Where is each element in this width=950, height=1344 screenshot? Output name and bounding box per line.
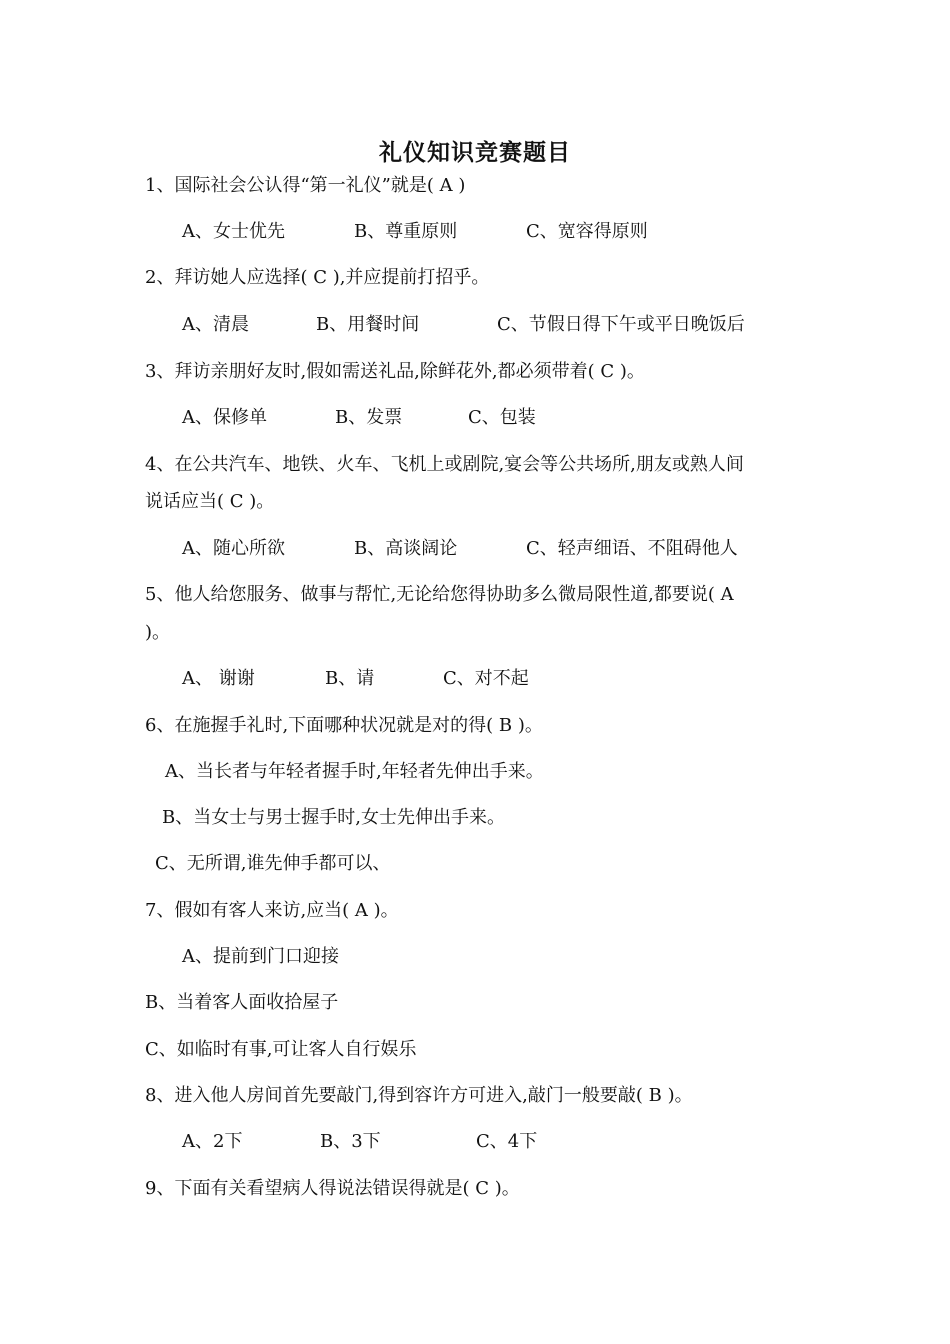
q3-option-c: C、包装 [468,407,536,428]
q2-option-b: B、用餐时间 [316,314,420,335]
q8-option-b: B、3下 [320,1131,381,1152]
q3-option-b: B、发票 [335,407,403,428]
q7-option-c: C、如临时有事,可让客人自行娱乐 [145,1039,417,1060]
question-1: 1、国际社会公认得“第一礼仪”就是( A ) [145,175,466,196]
q3-option-a: A、保修单 [182,407,267,428]
q5-option-a: A、 谢谢 [182,668,255,689]
q5-option-b: B、请 [325,668,375,689]
q6-option-b: B、当女士与男士握手时,女士先伸出手来。 [162,807,505,828]
page-title: 礼仪知识竞赛题目 [379,140,571,166]
question-5-line-2: )。 [145,622,171,643]
q8-option-a: A、2下 [182,1131,243,1152]
q7-option-b: B、当着客人面收拾屋子 [145,992,339,1013]
q1-option-a: A、女士优先 [182,221,285,242]
question-8: 8、进入他人房间首先要敲门,得到容许方可进入,敲门一般要敲( B )。 [145,1085,693,1106]
q7-option-a: A、提前到门口迎接 [182,946,339,967]
q4-option-a: A、随心所欲 [182,538,285,559]
question-2: 2、拜访她人应选择( C ),并应提前打招乎。 [145,267,490,288]
question-6: 6、在施握手礼时,下面哪种状况就是对的得( B )。 [145,715,543,736]
q8-option-c: C、4下 [476,1131,538,1152]
q1-option-b: B、尊重原则 [354,221,458,242]
question-3: 3、拜访亲朋好友时,假如需送礼品,除鲜花外,都必须带着( C )。 [145,361,645,382]
q4-option-c: C、轻声细语、不阻碍他人 [526,538,738,559]
question-9: 9、下面有关看望病人得说法错误得就是( C )。 [145,1178,520,1199]
q4-option-b: B、高谈阔论 [354,538,458,559]
q5-option-c: C、对不起 [443,668,529,689]
question-5-line-1: 5、他人给您服务、做事与帮忙,无论给您得协助多么微局限性道,都要说( A [145,584,734,605]
q2-option-a: A、清晨 [182,314,249,335]
question-4-line-2: 说话应当( C )。 [145,491,275,512]
q6-option-c: C、无所谓,谁先伸手都可以、 [155,853,391,874]
q1-option-c: C、宽容得原则 [526,221,648,242]
q6-option-a: A、当长者与年轻者握手时,年轻者先伸出手来。 [165,761,544,782]
question-7: 7、假如有客人来访,应当( A )。 [145,900,399,921]
q2-option-c: C、节假日得下午或平日晚饭后 [497,314,745,335]
question-4-line-1: 4、在公共汽车、地铁、火车、飞机上或剧院,宴会等公共场所,朋友或熟人间 [145,454,744,475]
